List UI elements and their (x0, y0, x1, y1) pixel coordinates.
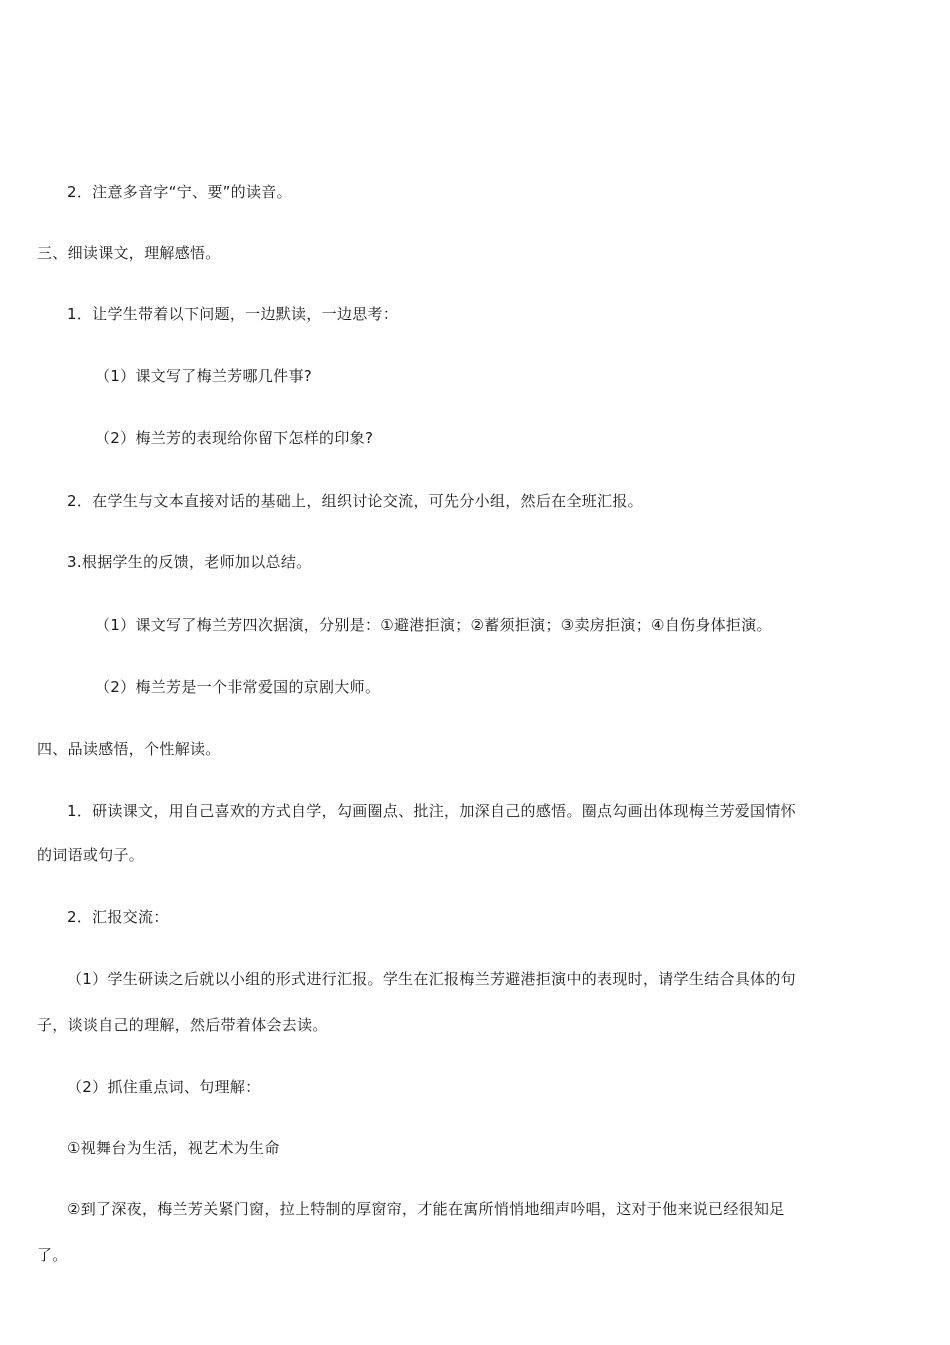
key-sentence-1: ①视舞台为生活，视艺术为生命 (67, 1139, 280, 1157)
key-sentence-2-line-2: 了。 (37, 1246, 68, 1264)
study-step-2: 2．汇报交流： (67, 908, 169, 926)
report-1-line-1: （1）学生研读之后就以小组的形式进行汇报。学生在汇报梅兰芳避港拒演中的表现时，请学生结合具体的句 (67, 970, 796, 988)
study-step-1-line-1: 1．研读课文，用自己喜欢的方式自学，勾画圈点、批注，加深自己的感悟。圈点勾画出体现梅兰芳爱国情怀 (67, 802, 796, 820)
summary-2: （2）梅兰芳是一个非常爱国的京剧大师。 (95, 678, 381, 696)
section-3-heading: 三、细读课文，理解感悟。 (37, 244, 221, 262)
step-1-questions: 1．让学生带着以下问题，一边默读，一边思考： (67, 305, 399, 323)
step-2-discussion: 2．在学生与文本直接对话的基础上，组织讨论交流，可先分小组，然后在全班汇报。 (67, 492, 643, 510)
question-1: （1）课文写了梅兰芳哪几件事? (95, 367, 313, 385)
study-step-1-line-2: 的词语或句子。 (37, 846, 145, 864)
section-4-heading: 四、品读感悟，个性解读。 (37, 740, 221, 758)
report-2: （2）抓住重点词、句理解： (67, 1078, 261, 1096)
question-2: （2）梅兰芳的表现给你留下怎样的印象? (95, 429, 374, 447)
key-sentence-2-line-1: ②到了深夜，梅兰芳关紧门窗，拉上特制的厚窗帘，才能在寓所悄悄地细声吟唱，这对于他来说已经很知足 (67, 1200, 785, 1218)
step-2-polyphonic: 2．注意多音字“宁、要”的读音。 (67, 183, 292, 201)
report-1-line-2: 子，谈谈自己的理解，然后带着体会去读。 (37, 1016, 328, 1034)
summary-1: （1）课文写了梅兰芳四次据演，分别是：①避港拒演；②蓄须拒演；③卖房拒演；④自伤身体拒演。 (95, 616, 772, 634)
step-3-summary: 3.根据学生的反馈，老师加以总结。 (67, 553, 312, 571)
